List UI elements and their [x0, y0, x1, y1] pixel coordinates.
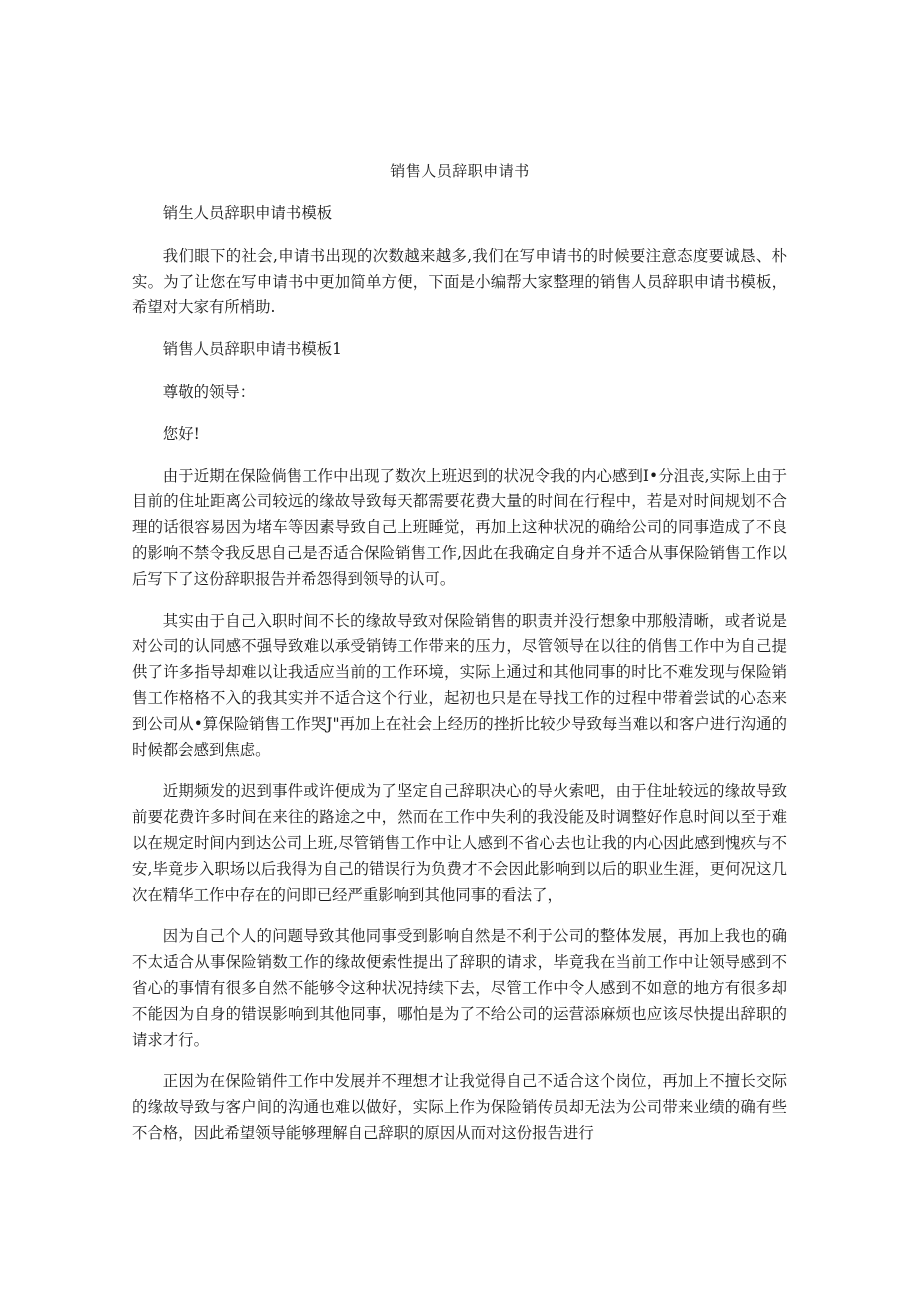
paragraph-body-1: 由于近期在保险倘售工作中出现了数次上班迟到的状况令我的内心感到I•分沮丧,实际上由于目前的住址距离公司较远的缘故导致每天都需要花费大量的时间在行程中，若是对时间规划不合理的话很容易因为堵车等因素导致自己上班睡觉，再加上这种状况的确给公司的同事造成了不良的影响不禁令我反思自己是否适合保险销售工作,因此在我确定自身并不适合从事保险销售工作以后写下了这份辞职报告并希怨得到领导的认可。 — [132, 466, 787, 588]
paragraph-intro: 我们眼下的社会,申请书出现的次数越来越多,我们在写申请书的时候要注意态度要诚恳、朴实。为了让您在写申请书中更加简单方便，下面是小编帮大家整理的销售人员辞职申请书模板，希望对大家有所梢助. — [132, 246, 787, 317]
paragraph-subtitle: 销生人员辞职申请书模板 — [162, 204, 333, 222]
document-title: 销售人员辞职申请书 — [390, 162, 530, 180]
paragraph-salutation: 尊敬的领导： — [162, 382, 256, 401]
paragraph-template-heading: 销售人员辞职申请书模板1 — [162, 340, 342, 359]
paragraph-body-3: 近期频发的迟到事件或许便成为了坚定自己辞职决心的导火索吧，由于住址较远的缘故导致前要花费许多时间在来往的路途之中，然而在工作中失利的我没能及时调整好作息时间以至于难以在规定时间内到达公司上班,尽管销售工作中让人感到不省心去也让我的内心因此感到愧疚与不安,毕竟步入职场以后我得为自己的错误行为负费才不会因此影响到以后的职业生涯，更何况这几次在精华工作中存在的问即已经严重影响到其他同事的看法了， — [132, 782, 787, 904]
paragraph-body-4: 因为自己个人的问题导致其他同事受到影响自然是不利于公司的整体发展，再加上我也的确不太适合从事保险销数工作的缘故便索性提出了辞职的请求，毕竟我在当前工作中让领导感到不省心的事情有很多自然不能够令这种状况持续下去，尽管工作中令人感到不如意的地方有很多却不能因为自身的错误影响到其他同事，哪怕是为了不给公司的运营添麻烦也应该尽快提出辞职的请求才行。 — [132, 927, 787, 1049]
paragraph-body-5: 正因为在保险销件工作中发展并不理想才让我觉得自己不适合这个岗位，再加上不擅长交际的缘故导致与客户间的沟通也难以做好，实际上作为保险销传员却无法为公司带来业绩的确有些不合格，因此希望领导能够理解自己辞职的原因从而对这份报告进行 — [132, 1072, 787, 1142]
paragraph-body-2: 其实由于自己入职时间不长的缘故导致对保险销售的职责并没行想象中那般清晰，或者说是对公司的认同感不强导致难以承受销铸工作带来的压力，尽管领导在以往的俏售工作中为自己提供了许多指导却难以让我适应当前的工作环境，实际上通过和其他同事的时比不难发现与保险销售工作格格不入的我其实并不适合这个行业，起初也只是在导找工作的过程中带着尝试的心态来到公司从•算保险销售工作哭J"再加上在社会上经历的挫折比较少导致每当难以和客户进行沟通的时候都会感到焦虑。 — [132, 611, 787, 759]
document-body — [132, 201, 787, 1163]
paragraph-greeting: 您好! — [162, 424, 200, 443]
